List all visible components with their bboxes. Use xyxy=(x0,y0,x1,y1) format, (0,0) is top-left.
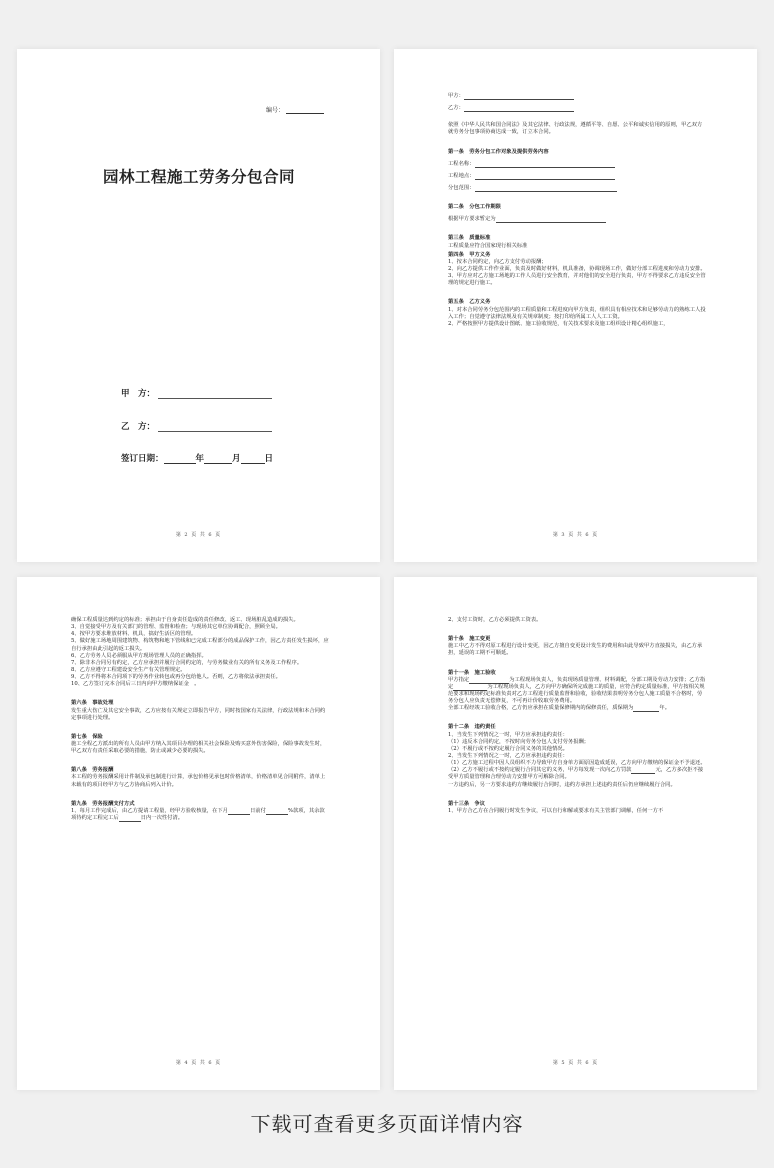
paragraph: 工程质量应符合国家现行相关标准 xyxy=(448,242,528,249)
party-a-blank xyxy=(464,93,574,100)
list-item: 4、按甲方要求堆放材料、机具，搞好生活区的管理。 xyxy=(71,631,197,638)
text-run: 日前付 xyxy=(249,807,266,814)
list-item: 2、向乙方提供工作作业面，负责及时做好材料，机具准备，协调现场工作，做好分部工程进度和劳动力安排。 xyxy=(448,265,706,272)
party-b-blank xyxy=(464,105,574,112)
article-heading: 第十三条 争议 xyxy=(448,800,486,807)
list-item: 6、乙方劳务人员必须服从甲方现场管理人员的正确指挥。 xyxy=(71,652,207,659)
text-run: （2）乙方不履行或不按约定履行合同其它的义务，甲方每发现一次向乙方罚款 xyxy=(448,767,632,774)
project-location-label: 工程地点： xyxy=(448,172,475,179)
list-item: 确保工程质量达到约定的标准；承担由于自身责任造成的责任修改、返工、现场脏乱造成的损失。 xyxy=(71,617,299,623)
page-footer: 第 4 页 共 6 页 xyxy=(175,1060,222,1066)
article-heading: 第四条 甲方义务 xyxy=(448,251,491,258)
blank xyxy=(228,808,250,815)
contract-title: 园林工程施工劳务分包合同 xyxy=(103,167,296,186)
project-name-label: 工程名称： xyxy=(448,160,475,167)
subcontract-scope-field xyxy=(448,185,707,192)
text-run: 日内一次性付清。 xyxy=(140,814,184,821)
period-blank xyxy=(496,216,606,223)
subcontract-scope-label: 分包范围： xyxy=(448,184,475,191)
list-item: 7、除非本合同另有约定，乙方应承担并履行合同约定的，与劳务做业有关的所有义务及工作程序。 xyxy=(71,659,303,666)
party-b-field xyxy=(121,420,272,432)
text-run: 甲方指定 xyxy=(448,676,470,683)
warranty-paragraph xyxy=(448,705,707,712)
paragraph: 1、甲方合乙方在合同履行时发生争议，可以自行和解或要求有关主管部门调解，任何一方不 xyxy=(448,807,664,814)
article-heading: 第十二条 违约责任 xyxy=(448,724,496,731)
blank xyxy=(631,767,655,774)
document-page-cover xyxy=(17,49,380,562)
list-item xyxy=(448,767,707,781)
contract-number-field xyxy=(266,105,324,114)
payment-paragraph xyxy=(71,808,330,822)
sign-date-field xyxy=(121,452,273,464)
text-run: 元，乙方多次拒不接受甲方质量管理和合理劳动力安排甲方可解除合同。 xyxy=(448,767,704,781)
article-heading: 第五条 乙方义务 xyxy=(448,299,491,306)
page-footer: 第 3 页 共 6 页 xyxy=(552,532,599,538)
document-page-3 xyxy=(394,49,757,562)
party-b-field xyxy=(448,105,707,112)
project-name-field xyxy=(448,161,707,168)
blank xyxy=(266,808,288,815)
period-label: 根据甲方要求暂定为 xyxy=(448,216,496,223)
text-run: 全部工程经竣工验收合格，乙方仍应承担在质量保修期内的保修责任，质保期为 xyxy=(448,705,634,712)
month-blank xyxy=(204,453,232,464)
list-item: 3、自觉接受甲方及有关部门的管理、监督和检查；与现场其它单位协调配合，照顾全局。 xyxy=(71,624,281,631)
list-item: 2、支付工资时，乙方必须提供工资表。 xyxy=(448,617,542,623)
party-a-blank xyxy=(158,388,272,399)
page-footer: 第 2 页 共 6 页 xyxy=(175,532,222,538)
blank xyxy=(453,684,487,691)
year-label: 年 xyxy=(195,454,205,464)
article-heading: 第一条 劳务分包工作对象及提供劳务内容 xyxy=(448,148,549,155)
list-item: 2、严格按照甲方提供设计图纸、施工验收规范，有关技术要求及施工组织设计精心组织施工， xyxy=(448,320,669,327)
page-footer: 第 5 页 共 6 页 xyxy=(552,1060,599,1066)
list-item: 3、甲方应对乙方施工场地的工作人员进行安全教育，并对他们的安全进行负责，甲方不得要求乙方违反安全管理的规定进行施工。 xyxy=(448,273,706,287)
blank xyxy=(469,677,509,684)
list-item: 10、乙方签订完本合同后三日内向甲方缴纳保证金 。 xyxy=(71,681,200,688)
list-item: （1）乙方施工过程中因人员组织不力导致甲方自身单方面原因造成延误，乙方向甲方缴纳的保证金不予退还。 xyxy=(448,760,706,767)
article-heading: 第二条 分包工作期限 xyxy=(448,204,501,211)
project-location-field xyxy=(448,173,707,180)
paragraph: 施工全程乙方派出的所有人员由甲方纳入其项目办理的相关社会保险及购买意外伤害保险，保险事故发生时，甲乙双方有责任采取必要的措施，防止或减少必要的损失。 xyxy=(71,740,326,755)
party-a-label: 甲 方： xyxy=(121,389,156,399)
text-run: 1、每月工作完成后，由乙方提请工程量，经甲方验收核量，在下月 xyxy=(71,807,228,814)
article-heading: 第九条 劳务报酬支付方式 xyxy=(71,800,135,807)
document-page-4 xyxy=(17,577,380,1090)
project-location-blank xyxy=(475,173,615,180)
list-item: 2、当发生下列情况之一时，乙方应承担违约责任： xyxy=(448,752,568,759)
article-heading: 第八条 劳务报酬 xyxy=(71,767,114,774)
party-b-blank xyxy=(158,421,272,432)
article-heading: 第十条 施工变更 xyxy=(448,636,491,643)
party-a-label: 甲方： xyxy=(448,93,464,99)
contract-number-label: 编号： xyxy=(265,107,284,114)
year-blank xyxy=(164,453,196,464)
article-heading: 第三条 质量标准 xyxy=(448,235,491,242)
list-item: 9、乙方不得将本合同项下的劳务作业转包或再分包给他人。否则，乙方将依法承担责任。 xyxy=(71,674,281,681)
blank xyxy=(119,815,141,822)
download-caption: 下载可查看更多页面详情内容 xyxy=(250,1112,524,1136)
text-run: 为工程现场负责人，乙方向甲方确保所完成施工的质量，应符合约定质量标准，甲方按相关规范要求和现场约定标准负责对乙方工程进行质量监督和验收，验收结果表明劳务分包人施工质量不合格时，劳务分包人应负责无偿修复，不可再计价收取劳务费用。 xyxy=(448,683,705,705)
period-field xyxy=(448,216,707,223)
paragraph: 发生重大伤亡及其它安全事故，乙方应按有关规定立即报告甲方，同时按国家有关法律，行政法规和本合同约定事项进行处理。 xyxy=(71,707,326,721)
list-item: 1、按本合同约定，向乙方支付劳动报酬； xyxy=(448,258,547,265)
paragraph: 本工程的劳务报酬采用计件制及承包制进行计算，承包价格见承包时价格清单，价格清单见合同附件，清单上未载有的项目经甲方与乙方协商后列入计价。 xyxy=(71,774,326,788)
acceptance-paragraph xyxy=(448,677,707,706)
list-item: 一方违约后，另一方要求违约方继续履行合同时，违约方承担上述违约责任后仍应继续履行合同。 xyxy=(448,781,676,788)
party-a-field xyxy=(448,93,707,100)
text-run: 为工程现场负责人，负责现场质量管理、材料调配，分部工期及劳动力安排；乙方指定 xyxy=(448,676,706,690)
subcontract-scope-blank xyxy=(475,185,617,192)
party-b-label: 乙 方： xyxy=(121,422,156,432)
document-page-5 xyxy=(394,577,757,1090)
intro-paragraph: 依照《中华人民共和国合同法》及其它法律、行政法规，遵循平等、自愿、公平和诚实信用的原则，甲乙双方就劳务分包事项协商达成一致，订立本合同。 xyxy=(448,122,703,136)
text-run: 款项，其余款项待约定工程完工后 xyxy=(71,807,325,821)
sign-date-label: 签订日期： xyxy=(121,454,164,464)
month-label: 月 xyxy=(232,454,241,464)
list-item: 8、乙方应遵守工程建设安全生产有关管理规定。 xyxy=(71,666,186,673)
list-item: （1）违反本合同约定，不按时向劳务分包人支付劳务报酬； xyxy=(448,738,590,745)
article-heading: 第十一条 施工验收 xyxy=(448,669,496,676)
party-a-field xyxy=(121,387,272,399)
blank xyxy=(633,705,659,712)
day-label: 日 xyxy=(264,454,274,464)
paragraph: 施工中乙方不得对原工程进行设计变更，因乙方擅自变更设计发生的费用和由此导致甲方直接损失，由乙方承担，延误的工期不可顺延。 xyxy=(448,643,703,657)
list-item: 5、做好施工场地周围建筑物、构筑物和地下管线和已完成工程部分的成品保护工作，因乙方责任发生损坏，应自行承担由此引起的返工损失。 xyxy=(71,638,329,652)
text-run: % xyxy=(287,807,293,814)
party-b-label: 乙方： xyxy=(448,105,464,112)
article-heading: 第七条 保险 xyxy=(71,733,103,740)
list-item: 1、对本合同劳务分包范围内的工程质量和工程进度向甲方负责，组织具有相应技术和足够劳动力的熟练工人投入工作；自觉遵守法律法规及有关规章制度；按打印给所属工人人工工资。 xyxy=(448,306,706,320)
contract-number-blank xyxy=(286,113,324,114)
text-run: 年。 xyxy=(659,705,671,712)
project-name-blank xyxy=(475,161,615,168)
day-blank xyxy=(241,453,265,464)
list-item: 1、当发生下列情况之一时，甲方应承担违约责任： xyxy=(448,731,568,738)
list-item: （2）不履行或不按约定履行合同义务的其他情况。 xyxy=(448,745,568,752)
article-heading: 第六条 事故处理 xyxy=(71,700,114,707)
